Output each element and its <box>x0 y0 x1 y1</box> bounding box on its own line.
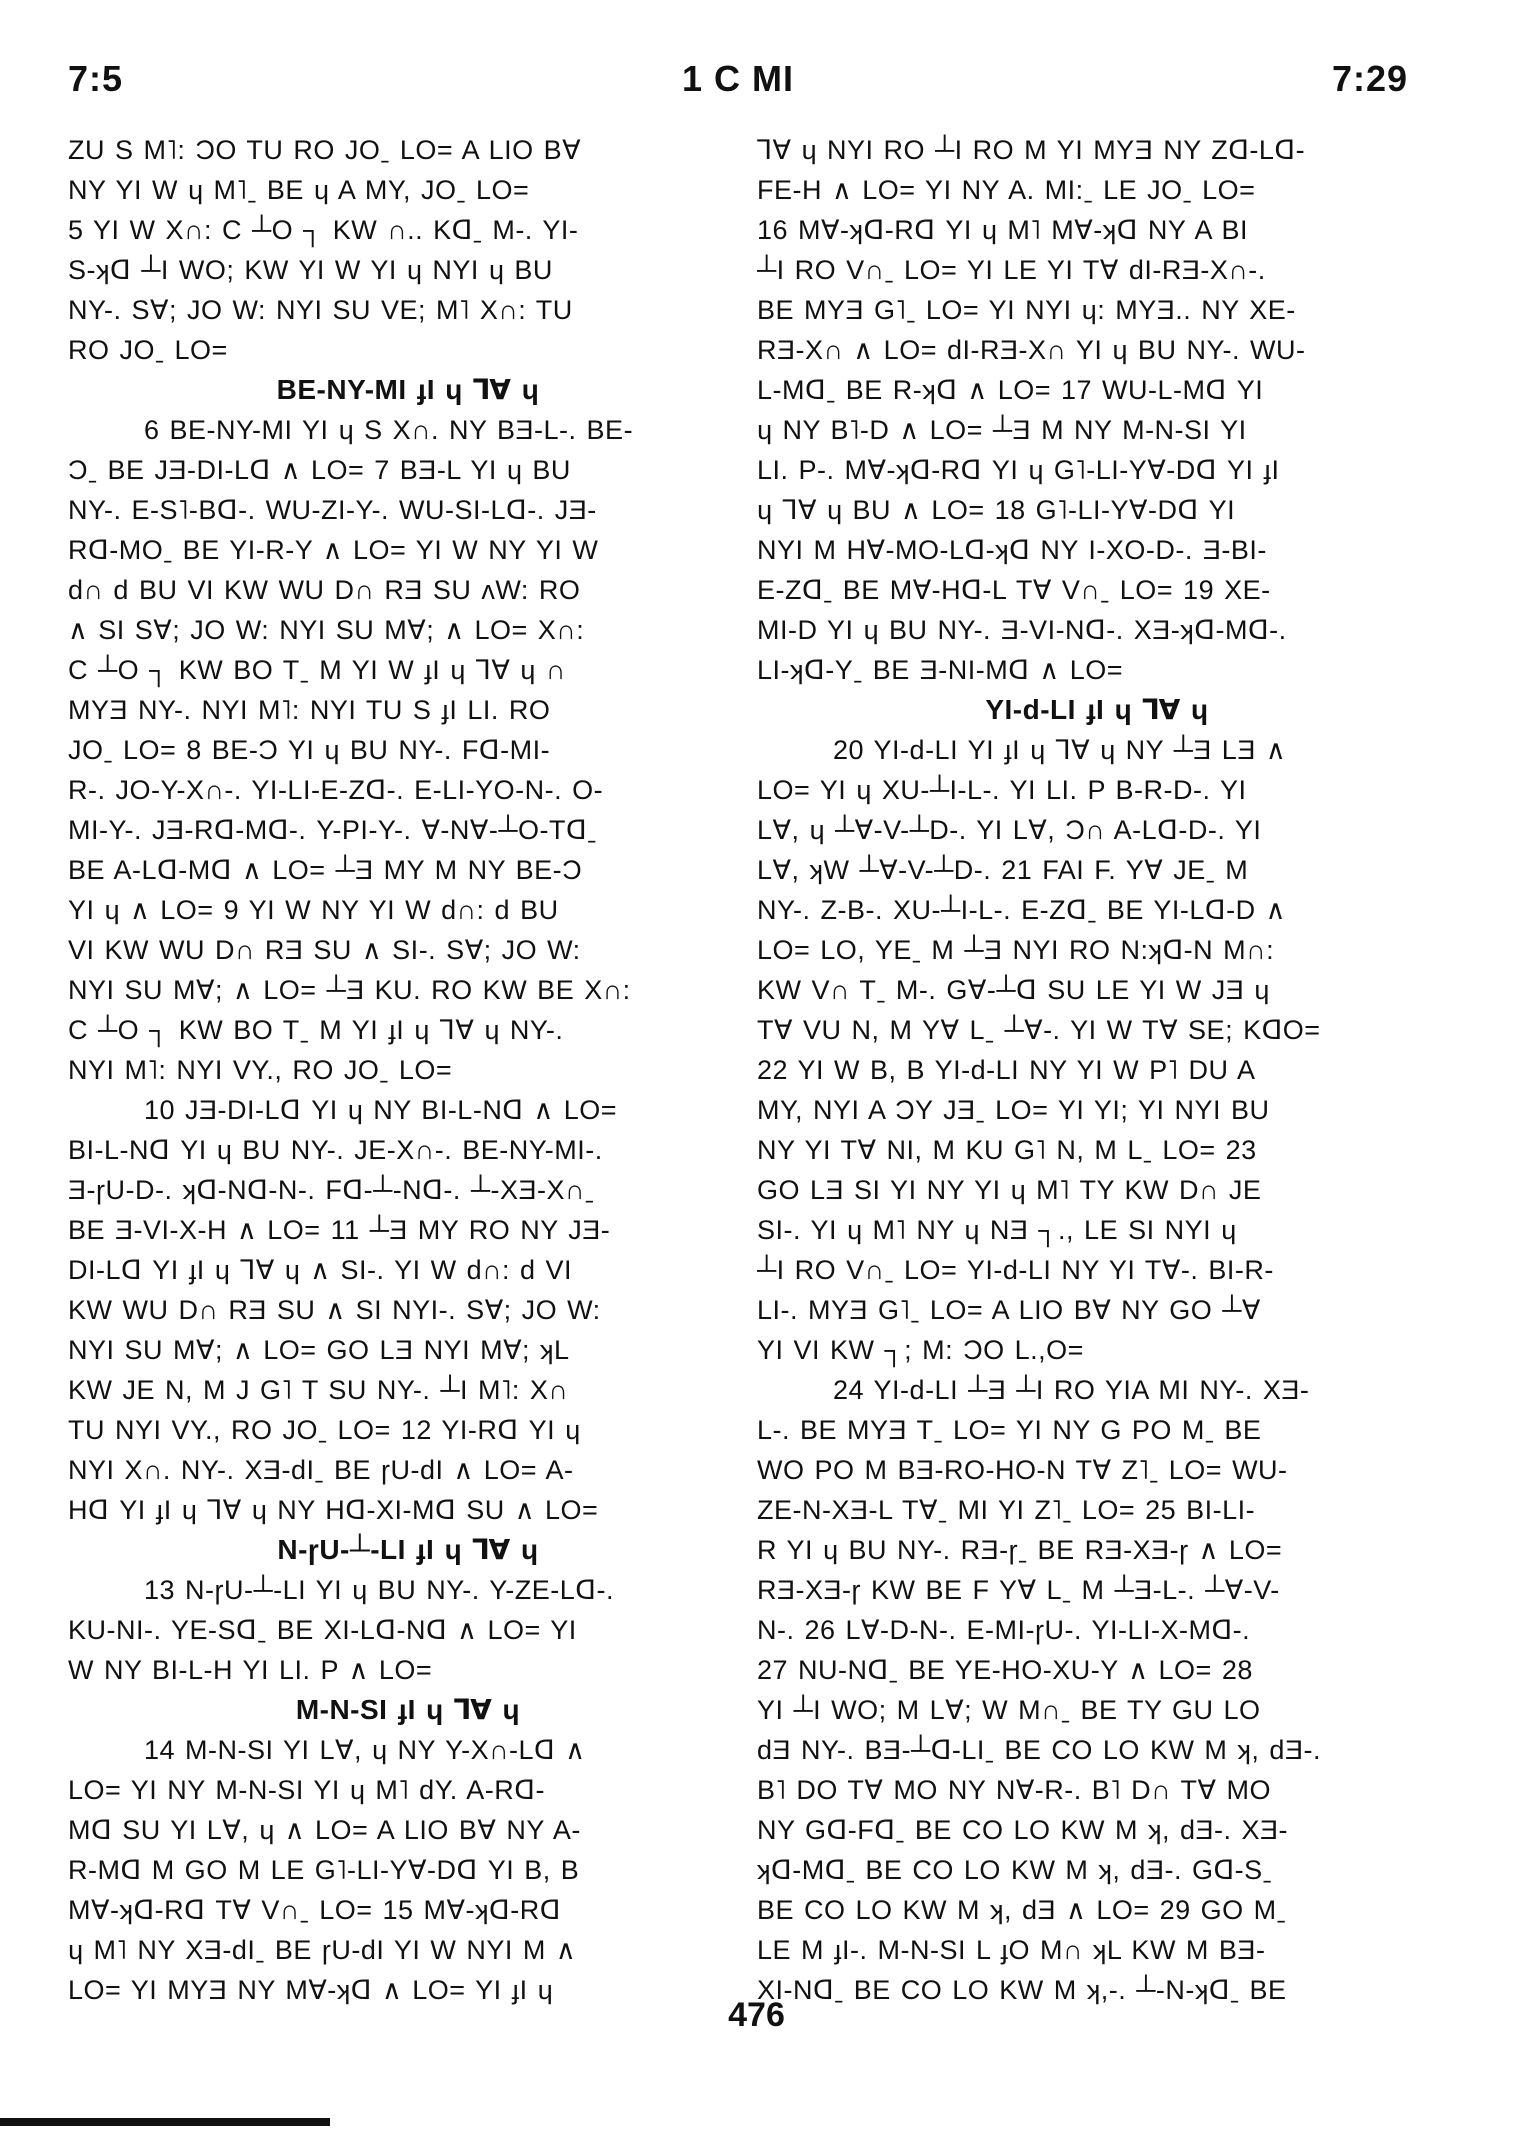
text-line: R YI ɥ BU NY-. RƎ-ɼˍ BE RƎ-XƎ-ɼ ∧ LO= <box>757 1535 1283 1565</box>
text-line: NYI X∩. NY-. XƎ-dIˍ BE ɼU-dI ∧ LO= A- <box>68 1455 574 1485</box>
text-line: BI-L-Nᗡ YI ɥ BU NY-. JE-X∩-. BE-NY-MI-. <box>68 1135 603 1165</box>
text-line: ʞᗡ-Mᗡˍ BE CO LO KW M ʞ, dƎ-. Gᗡ-Sˍ <box>757 1855 1273 1885</box>
text-line: Ǝ-ɼU-D-. ʞᗡ-Nᗡ-N-. Fᗡ-┴-Nᗡ-. ┴-XƎ-X∩ˍ <box>68 1175 595 1205</box>
text-line: LⱯ, ɥ ┴Ɐ-V-┴D-. YI LⱯ, Ɔ∩ A-Lᗡ-D-. YI <box>757 815 1262 845</box>
text-line: S-ʞᗡ ┴I WO; KW YI W YI ɥ NYI ɥ BU <box>68 255 553 285</box>
text-line: TU NYI VY., RO JOˍ LO= 12 YI-Rᗡ YI ɥ <box>68 1415 581 1445</box>
section-heading: BE-NY-MI ɟI ɥ ⅂Ɐ ɥ <box>276 374 540 405</box>
text-line: KU-NI-. YE-Sᗡˍ BE XI-Lᗡ-Nᗡ ∧ LO= YI <box>68 1615 577 1645</box>
text-line: SI-. YI ɥ M˥ NY ɥ NƎ ┐., LE SI NYI ɥ <box>757 1215 1237 1245</box>
text-line: 24 YI-d-LI ┴Ǝ ┴I RO YIA MI NY-. XƎ- <box>833 1375 1310 1405</box>
text-line: Hᗡ YI ɟI ɥ ⅂Ɐ ɥ NY Hᗡ-XI-Mᗡ SU ∧ LO= <box>68 1495 599 1525</box>
text-line: 5 YI W X∩: C ┴O ┐ KW ∩.. Kᗡˍ M-. YI- <box>68 215 579 245</box>
text-line: 10 JƎ-DI-Lᗡ YI ɥ NY BI-L-Nᗡ ∧ LO= <box>144 1095 618 1125</box>
section-heading: YI-d-LI ɟI ɥ ⅂Ɐ ɥ <box>985 694 1209 725</box>
text-line: YI ┴I WO; M LⱯ; W M∩ˍ BE TY GU LO <box>757 1695 1261 1725</box>
text-line: L-Mᗡˍ BE R-ʞᗡ ∧ LO= 17 WU-L-Mᗡ YI <box>757 375 1264 405</box>
text-line: R-Mᗡ M GO M LE G˥-LI-YⱯ-Dᗡ YI B, B <box>68 1855 580 1885</box>
section-heading: M-N-SI ɟI ɥ ⅂Ɐ ɥ <box>295 1694 521 1725</box>
text-line: DI-Lᗡ YI ɟI ɥ ⅂Ɐ ɥ ∧ SI-. YI W d∩: d VI <box>68 1255 573 1285</box>
right-text-column <box>757 130 1437 2010</box>
text-line: JOˍ LO= 8 BE-Ɔ YI ɥ BU NY-. Fᗡ-MI- <box>68 735 551 765</box>
text-line: 27 NU-Nᗡˍ BE YE-HO-XU-Y ∧ LO= 28 <box>757 1655 1253 1685</box>
text-line: RO JOˍ LO= <box>68 335 228 365</box>
text-line: ZU S M˥: ƆO TU RO JOˍ LO= A LIO BⱯ <box>68 135 582 165</box>
text-line: ┴I RO V∩ˍ LO= YI LE YI TⱯ dI-RƎ-X∩-. <box>757 255 1266 285</box>
left-text-column <box>68 130 748 2010</box>
text-line: KW WU D∩ RƎ SU ∧ SI NYI-. SⱯ; JO W: <box>68 1295 601 1325</box>
text-line: NY-. Z-B-. XU-┴I-L-. E-Zᗡˍ BE YI-Lᗡ-D ∧ <box>757 895 1286 925</box>
text-line: MY, NYI A ƆY JƎˍ LO= YI YI; YI NYI BU <box>757 1095 1270 1125</box>
text-line: MI-D YI ɥ BU NY-. Ǝ-VI-Nᗡ-. XƎ-ʞᗡ-Mᗡ-. <box>757 615 1287 645</box>
text-line: MⱯ-ʞᗡ-Rᗡ TⱯ V∩ˍ LO= 15 MⱯ-ʞᗡ-Rᗡ <box>68 1895 561 1925</box>
header-left-reference: 7:5 <box>68 58 124 99</box>
text-line: NY-. E-S˥-Bᗡ-. WU-ZI-Y-. WU-SI-Lᗡ-. JƎ- <box>68 495 597 525</box>
header-right-reference: 7:29 <box>1331 58 1408 99</box>
running-header <box>68 58 1408 106</box>
text-line: NY YI W ɥ M˥ˍ BE ɥ A MY, JOˍ LO= <box>68 175 530 205</box>
text-line: 22 YI W B, B YI-d-LI NY YI W P˥ DU A <box>757 1055 1256 1085</box>
text-line: W NY BI-L-H YI LI. P ∧ LO= <box>68 1655 433 1685</box>
text-line: WO PO M BƎ-RO-HO-N TⱯ Z˥ˍ LO= WU- <box>757 1455 1288 1485</box>
text-line: ɥ M˥ NY XƎ-dIˍ BE ɼU-dI YI W NYI M ∧ <box>68 1935 577 1965</box>
text-line: 14 M-N-SI YI LⱯ, ɥ NY Y-X∩-Lᗡ ∧ <box>144 1735 586 1765</box>
text-line: d∩ d BU VI KW WU D∩ RƎ SU ʌW: RO <box>68 575 581 605</box>
text-line: dƎ NY-. BƎ-┴ᗡ-LIˍ BE CO LO KW M ʞ, dƎ-. <box>757 1735 1321 1765</box>
text-line: BE MYƎ G˥ˍ LO= YI NYI ɥ: MYƎ.. NY XE- <box>757 295 1296 325</box>
text-line: TⱯ VU N, M YⱯ Lˍ ┴Ɐ-. YI W TⱯ SE; KᗡO= <box>757 1015 1321 1045</box>
text-line: LI-ʞᗡ-Yˍ BE Ǝ-NI-Mᗡ ∧ LO= <box>757 655 1123 685</box>
text-line: Ɔˍ BE JƎ-DI-Lᗡ ∧ LO= 7 BƎ-L YI ɥ BU <box>68 455 571 485</box>
text-line: KW V∩ Tˍ M-. GⱯ-┴ᗡ SU LE YI W JƎ ɥ <box>757 975 1270 1005</box>
text-line: RƎ-X∩ ∧ LO= dI-RƎ-X∩ YI ɥ BU NY-. WU- <box>757 335 1306 365</box>
text-line: ɥ ⅂Ɐ ɥ BU ∧ LO= 18 G˥-LI-YⱯ-Dᗡ YI <box>757 495 1236 525</box>
text-line: BE A-Lᗡ-Mᗡ ∧ LO= ┴Ǝ MY M NY BE-Ɔ <box>68 855 583 885</box>
text-line: NYI SU MⱯ; ∧ LO= GO LƎ NYI MⱯ; ʞL <box>68 1335 570 1365</box>
text-line: LI-. MYƎ G˥ˍ LO= A LIO BⱯ NY GO ┴Ɐ <box>757 1295 1261 1325</box>
text-line: B˥ DO TⱯ MO NY NⱯ-R-. B˥ D∩ TⱯ MO <box>757 1775 1272 1805</box>
text-line: C ┴O ┐ KW BO Tˍ M YI ɟI ɥ ⅂Ɐ ɥ NY-. <box>68 1015 564 1045</box>
text-line: LE M ɟI-. M-N-SI L ɟO M∩ ʞL KW M BƎ- <box>757 1935 1266 1965</box>
text-line: BE CO LO KW M ʞ, dƎ ∧ LO= 29 GO Mˍ <box>757 1895 1287 1925</box>
text-line: NYI M˥: NYI VY., RO JOˍ LO= <box>68 1055 453 1085</box>
text-line: NY Gᗡ-Fᗡˍ BE CO LO KW M ʞ, dƎ-. XƎ- <box>757 1815 1288 1845</box>
text-line: FE-H ∧ LO= YI NY A. MI:ˍ LE JOˍ LO= <box>757 175 1256 205</box>
text-line: ∧ SI SⱯ; JO W: NYI SU MⱯ; ∧ LO= X∩: <box>68 615 585 645</box>
text-line: MYƎ NY-. NYI M˥: NYI TU S ɟI LI. RO <box>68 695 551 725</box>
text-line: KW JE N, M J G˥ T SU NY-. ┴I M˥: X∩ <box>68 1375 569 1405</box>
header-book-title: 1 C MI <box>681 58 794 99</box>
text-line: 20 YI-d-LI YI ɟI ɥ ⅂Ɐ ɥ NY ┴Ǝ LƎ ∧ <box>833 735 1287 765</box>
text-line: 6 BE-NY-MI YI ɥ S X∩. NY BƎ-L-. BE- <box>144 415 634 445</box>
text-line: R-. JO-Y-X∩-. YI-LI-E-Zᗡ-. E-LI-YO-N-. O- <box>68 775 604 805</box>
text-line: E-Zᗡˍ BE MⱯ-Hᗡ-L TⱯ V∩ˍ LO= 19 XE- <box>757 575 1271 605</box>
text-line: LO= LO, YEˍ M ┴Ǝ NYI RO N:ʞᗡ-N M∩: <box>757 935 1275 965</box>
text-line: XI-Nᗡˍ BE CO LO KW M ʞ,-. ┴-N-ʞᗡˍ BE <box>757 1975 1287 2005</box>
text-line: NY-. SⱯ; JO W: NYI SU VE; M˥ X∩: TU <box>68 295 573 325</box>
text-line: ⅂Ɐ ɥ NYI RO ┴I RO M YI MYƎ NY Zᗡ-Lᗡ- <box>757 135 1306 165</box>
text-line: NY YI TⱯ NI, M KU G˥ N, M Lˍ LO= 23 <box>757 1135 1257 1165</box>
text-line: MI-Y-. JƎ-Rᗡ-Mᗡ-. Y-PI-Y-. Ɐ-NⱯ-┴O-Tᗡˍ <box>68 815 597 845</box>
text-line: LO= YI ɥ XU-┴I-L-. YI LI. P B-R-D-. YI <box>757 775 1247 805</box>
text-line: ZE-N-XƎ-L TⱯˍ MI YI Z˥ˍ LO= 25 BI-LI- <box>757 1495 1256 1525</box>
text-line: YI VI KW ┐; M: ƆO L.,O= <box>757 1335 1084 1365</box>
page-number: 476 <box>728 1996 785 2034</box>
text-line: N-. 26 LⱯ-D-N-. E-MI-ɼU-. YI-LI-X-Mᗡ-. <box>757 1615 1251 1645</box>
text-line: LⱯ, ʞW ┴Ɐ-V-┴D-. 21 FAI F. YⱯ JEˍ M <box>757 855 1249 885</box>
text-line: 13 N-ɼU-┴-LI YI ɥ BU NY-. Y-ZE-Lᗡ-. <box>144 1575 614 1605</box>
text-line: LI. P-. MⱯ-ʞᗡ-Rᗡ YI ɥ G˥-LI-YⱯ-Dᗡ YI ɟI <box>757 455 1280 485</box>
text-line: LO= YI MYƎ NY MⱯ-ʞᗡ ∧ LO= YI ɟI ɥ <box>68 1975 554 2005</box>
text-line: BE Ǝ-VI-X-H ∧ LO= 11 ┴Ǝ MY RO NY JƎ- <box>68 1215 611 1245</box>
text-line: LO= YI NY M-N-SI YI ɥ M˥ dY. A-Rᗡ- <box>68 1775 545 1805</box>
scan-edge-mark <box>0 2118 330 2126</box>
text-line: YI ɥ ∧ LO= 9 YI W NY YI W d∩: d BU <box>68 895 559 925</box>
text-line: ɥ NY B˥-D ∧ LO= ┴Ǝ M NY M-N-SI YI <box>757 415 1247 445</box>
text-line: L-. BE MYƎ Tˍ LO= YI NY G PO Mˍ BE <box>757 1415 1262 1445</box>
text-line: Rᗡ-MOˍ BE YI-R-Y ∧ LO= YI W NY YI W <box>68 535 599 565</box>
text-line: RƎ-XƎ-ɼ KW BE F YⱯ Lˍ M ┴Ǝ-L-. ┴Ɐ-V- <box>757 1575 1280 1605</box>
text-line: NYI M HⱯ-MO-Lᗡ-ʞᗡ NY I-XO-D-. Ǝ-BI- <box>757 535 1267 565</box>
text-line: C ┴O ┐ KW BO Tˍ M YI W ɟI ɥ ⅂Ɐ ɥ ∩ <box>68 655 566 685</box>
text-line: GO LƎ SI YI NY YI ɥ M˥ TY KW D∩ JE <box>757 1175 1262 1205</box>
text-line: 16 MⱯ-ʞᗡ-Rᗡ YI ɥ M˥ MⱯ-ʞᗡ NY A BI <box>757 215 1248 245</box>
text-line: VI KW WU D∩ RƎ SU ∧ SI-. SⱯ; JO W: <box>68 935 581 965</box>
section-heading: N-ɼU-┴-LI ɟI ɥ ⅂Ɐ ɥ <box>277 1534 539 1565</box>
text-line: ┴I RO V∩ˍ LO= YI-d-LI NY YI TⱯ-. BI-R- <box>757 1255 1274 1285</box>
text-line: NYI SU MⱯ; ∧ LO= ┴Ǝ KU. RO KW BE X∩: <box>68 975 631 1005</box>
text-line: Mᗡ SU YI LⱯ, ɥ ∧ LO= A LIO BⱯ NY A- <box>68 1815 581 1845</box>
